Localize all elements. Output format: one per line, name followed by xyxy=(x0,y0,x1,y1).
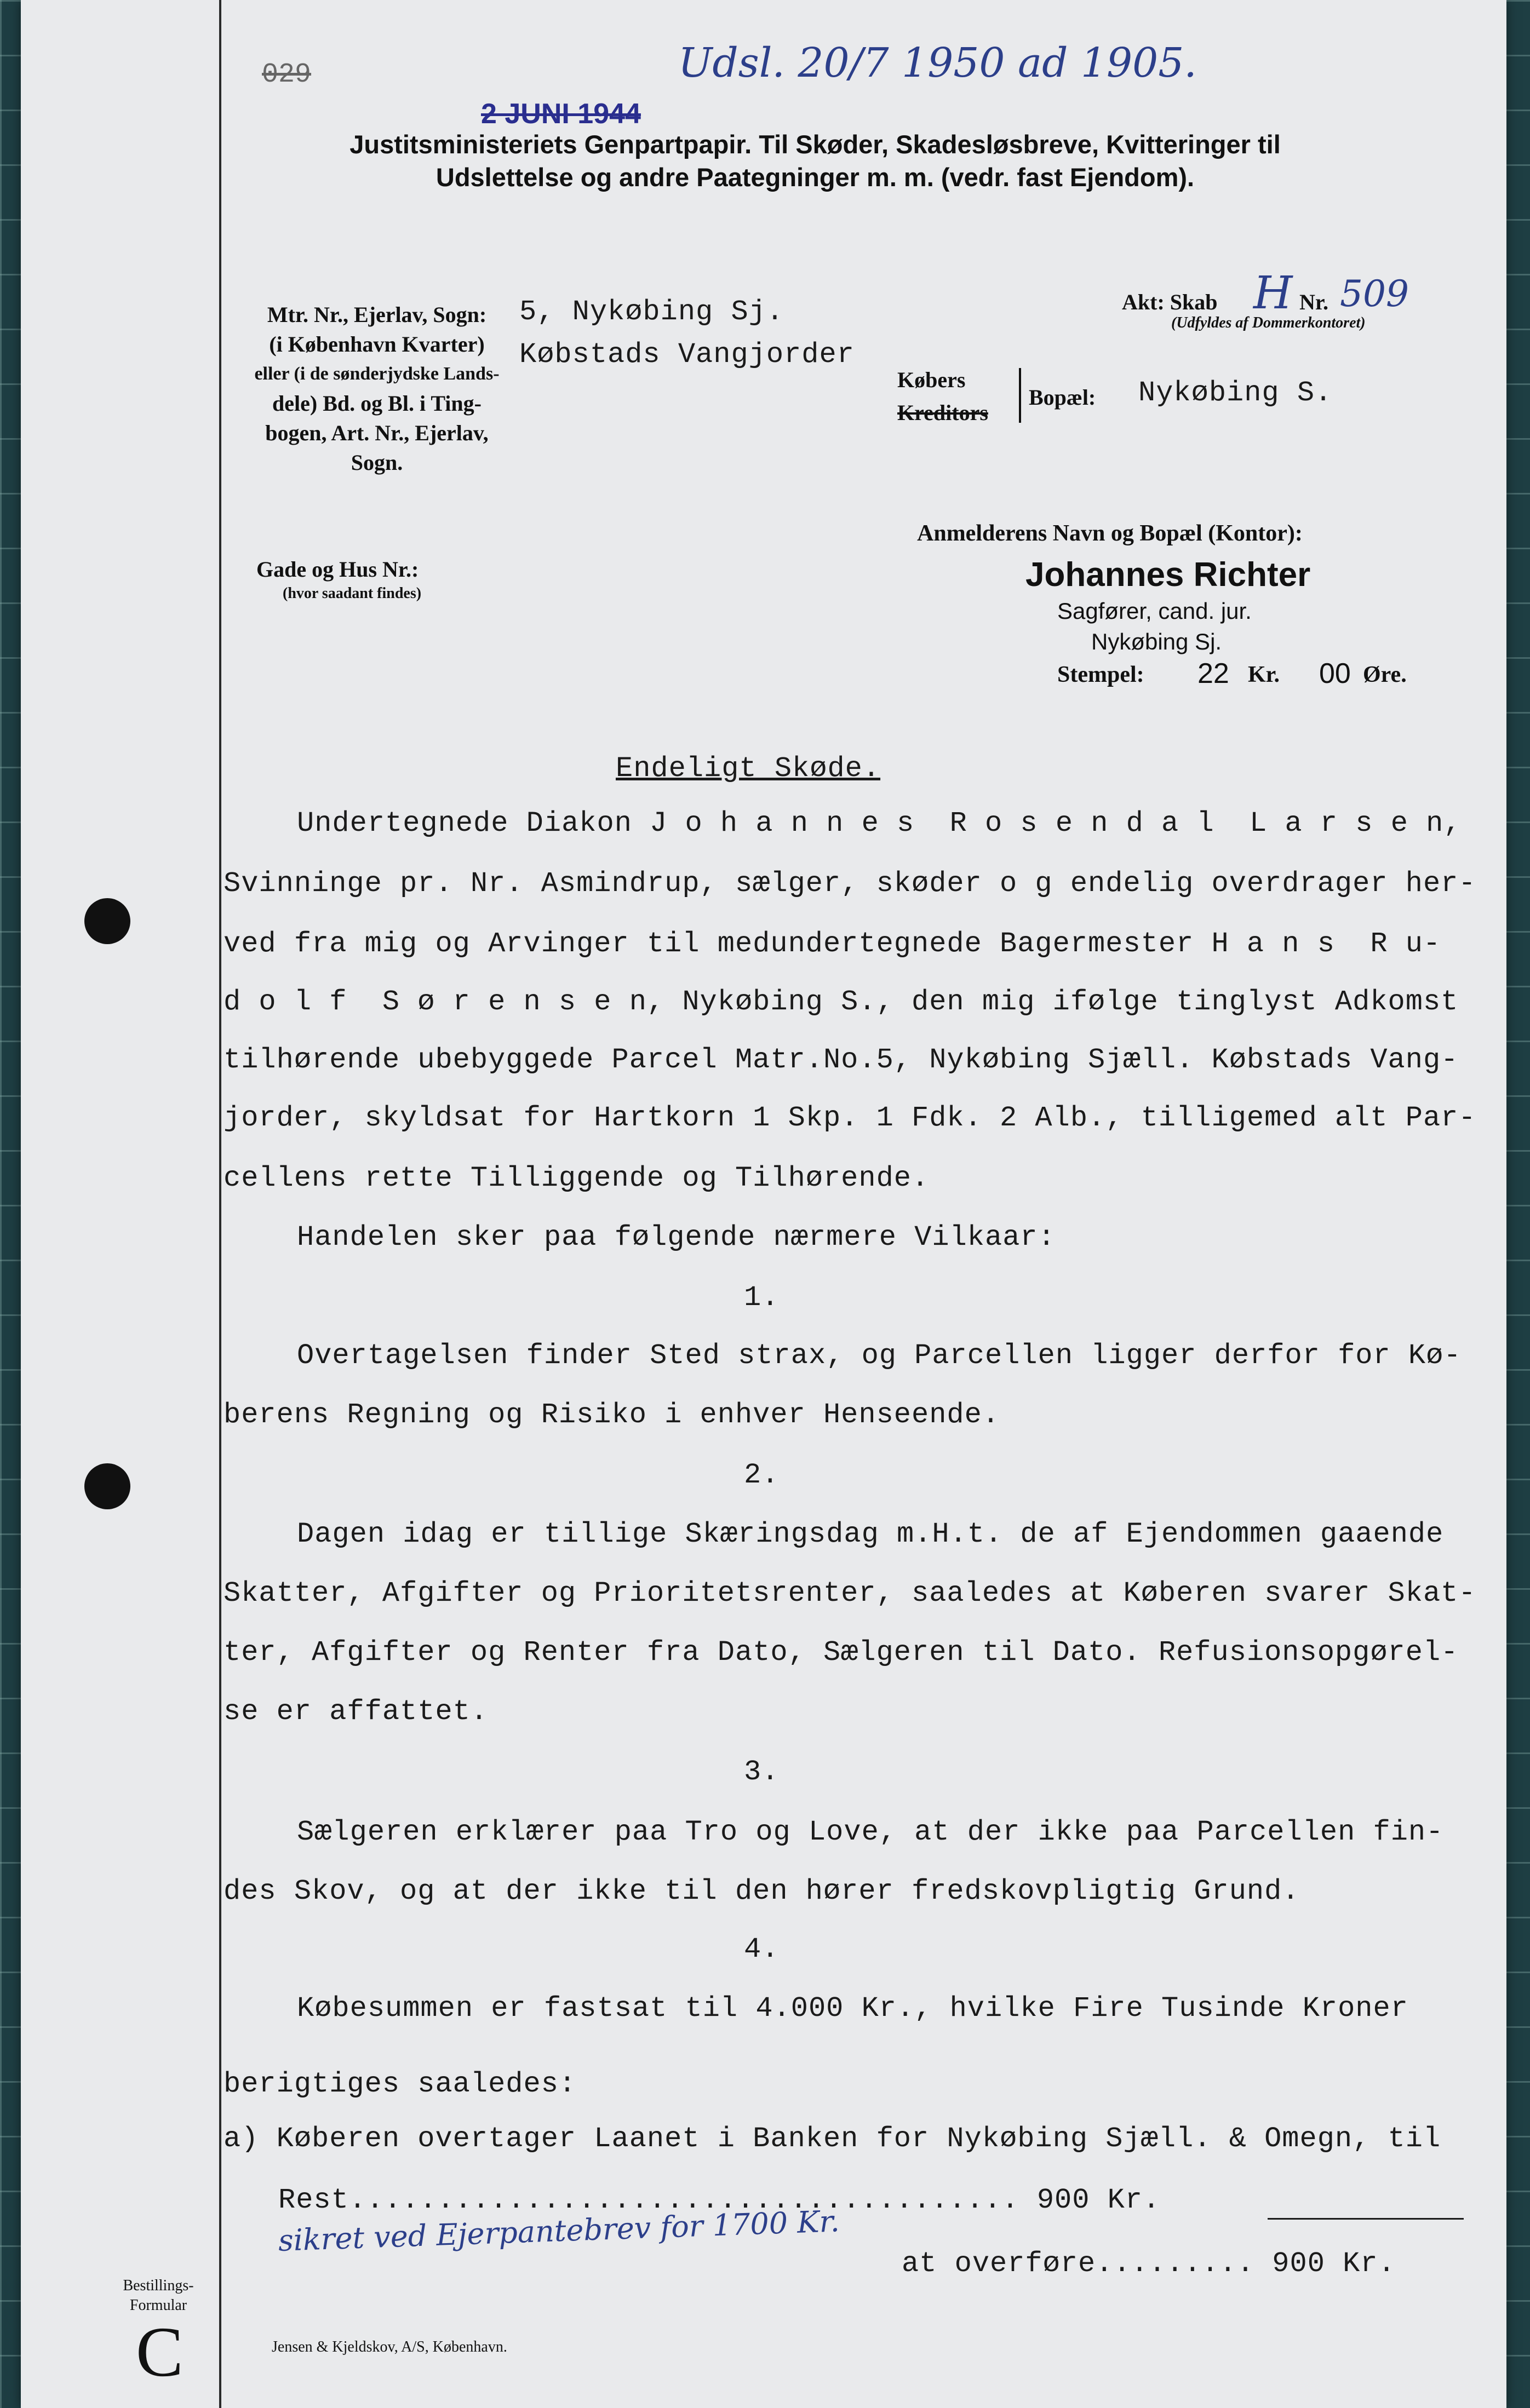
body-line: des Skov, og at der ikke til den hører fredskovpligtig Grund. xyxy=(224,1875,1300,1907)
mtr-value-line-1: 5, Nykøbing Sj. xyxy=(519,296,784,328)
akt-skab-label: Akt: Skab xyxy=(1122,290,1218,314)
mtr-label-line: (i København Kvarter) xyxy=(269,332,485,357)
body-line: Dagen idag er tillige Skæringsdag m.H.t. de af Ejendommen gaaende xyxy=(297,1518,1444,1550)
formular-line: Formular xyxy=(129,2297,187,2314)
stempel-ore-value: 00 xyxy=(1319,658,1351,689)
anmelder-name: Johannes Richter xyxy=(1025,556,1311,594)
body-line: berigtiges saaledes: xyxy=(224,2068,577,2100)
document-heading: Endeligt Skøde. xyxy=(616,752,881,785)
body-line: d o l f S ø r e n s e n, Nykøbing S., den mig ifølge tinglyst Adkomst xyxy=(224,986,1459,1018)
stempel-kr-label: Kr. xyxy=(1248,662,1280,687)
akt-note: (Udfyldes af Dommerkontoret) xyxy=(1171,314,1366,331)
kobers-label: Købers xyxy=(897,367,966,392)
mtr-label-line: Mtr. Nr., Ejerlav, Sogn: xyxy=(267,302,487,327)
bopael-value: Nykøbing S. xyxy=(1138,377,1333,409)
date-stamp: 2 JUNI 1944 xyxy=(481,98,641,130)
akt-nr-value: 509 xyxy=(1340,273,1409,315)
handwritten-cancellation-note: Udsl. 20/7 1950 ad 1905. xyxy=(678,39,1197,87)
punch-hole-upper xyxy=(84,898,130,944)
handwritten-margin-note: sikret ved Ejerpantebrev for 1700 Kr. xyxy=(277,2204,840,2258)
stamp-number: 029 xyxy=(262,59,312,90)
anmelder-title: Sagfører, cand. jur. xyxy=(1057,598,1252,624)
bestillings-line: Bestillings- xyxy=(123,2277,194,2294)
clause-number: 4. xyxy=(744,1933,780,1966)
body-line: ved fra mig og Arvinger til medundertegnede Bagermester H a n s R u- xyxy=(224,928,1441,960)
body-line: a) Køberen overtager Laanet i Banken for Nykøbing Sjæll. & Omegn, til xyxy=(224,2123,1441,2155)
brace xyxy=(1019,368,1021,423)
margin-rule xyxy=(219,0,221,2408)
body-line: Sælgeren erklærer paa Tro og Love, at der ikke paa Parcellen fin- xyxy=(297,1816,1444,1848)
clause-number: 2. xyxy=(744,1459,780,1491)
anmelder-city: Nykøbing Sj. xyxy=(1091,629,1222,654)
clause-number: 1. xyxy=(744,1281,780,1314)
body-line: Handelen sker paa følgende nærmere Vilkaar: xyxy=(297,1221,1056,1254)
body-line: Overtagelsen finder Sted strax, og Parcellen ligger derfor for Kø- xyxy=(297,1340,1462,1372)
body-line: ter, Afgifter og Renter fra Dato, Sælgeren til Dato. Refusionsopgørel- xyxy=(224,1636,1459,1669)
mtr-label-block xyxy=(234,300,519,478)
bopael-label: Bopæl: xyxy=(1029,385,1096,410)
stempel-kr-value: 22 xyxy=(1197,658,1229,689)
akt-nr-label: Nr. xyxy=(1299,290,1328,314)
mtr-label-line: bogen, Art. Nr., Ejerlav, xyxy=(265,421,489,445)
mtr-value-line-2: Købstads Vangjorder xyxy=(519,338,855,371)
body-line: Købesummen er fastsat til 4.000 Kr., hvilke Fire Tusinde Kroner xyxy=(297,1992,1408,2025)
rest-line: Rest...................................... 900 Kr. xyxy=(278,2184,1161,2216)
body-line: berens Regning og Risiko i enhver Henseende. xyxy=(224,1399,1000,1431)
anmelder-label: Anmelderens Navn og Bopæl (Kontor): xyxy=(917,521,1303,546)
body-line: jorder, skyldsat for Hartkorn 1 Skp. 1 Fdk. 2 Alb., tilligemed alt Par- xyxy=(224,1102,1476,1134)
mtr-label-line: Sogn. xyxy=(351,450,403,475)
kreditors-label: Kreditors xyxy=(897,400,988,425)
gade-note: (hvor saadant findes) xyxy=(283,585,422,602)
carry-forward-line: at overføre......... 900 Kr. xyxy=(902,2248,1396,2280)
form-title-line-1: Justitsministeriets Genpartpapir. Til Skøder, Skadesløsbreve, Kvitteringer til xyxy=(349,130,1281,159)
stempel-ore-label: Øre. xyxy=(1363,662,1407,687)
body-line: cellens rette Tilliggende og Tilhørende. xyxy=(224,1162,930,1194)
body-line: Undertegnede Diakon J o h a n n e s R o s e n d a l L a r s e n, xyxy=(297,807,1462,840)
printer-imprint: Jensen & Kjeldskov, A/S, København. xyxy=(272,2338,507,2355)
akt-skab-value: H xyxy=(1253,267,1293,319)
mtr-label-line: dele) Bd. og Bl. i Ting- xyxy=(272,391,482,416)
body-line: Svinninge pr. Nr. Asmindrup, sælger, skøder o g endelig overdrager her- xyxy=(224,867,1476,900)
form-letter: C xyxy=(136,2313,184,2392)
sum-underline xyxy=(1268,2218,1464,2220)
mtr-label-line: eller (i de sønderjydske Lands- xyxy=(254,364,500,384)
form-title-line-2: Udslettelse og andre Paategninger m. m. (vedr. fast Ejendom). xyxy=(435,163,1195,192)
body-line: se er affattet. xyxy=(224,1696,489,1728)
document-page xyxy=(21,0,1506,2408)
body-line: Skatter, Afgifter og Prioritetsrenter, saaledes at Køberen svarer Skat- xyxy=(224,1577,1476,1610)
stempel-label: Stempel: xyxy=(1057,662,1144,687)
clause-number: 3. xyxy=(744,1756,780,1788)
body-line: tilhørende ubebyggede Parcel Matr.No.5, Nykøbing Sjæll. Købstads Vang- xyxy=(224,1044,1459,1076)
gade-label: Gade og Hus Nr.: xyxy=(256,557,419,582)
bestillings-formular-label xyxy=(117,2276,199,2315)
punch-hole-lower xyxy=(84,1463,130,1509)
